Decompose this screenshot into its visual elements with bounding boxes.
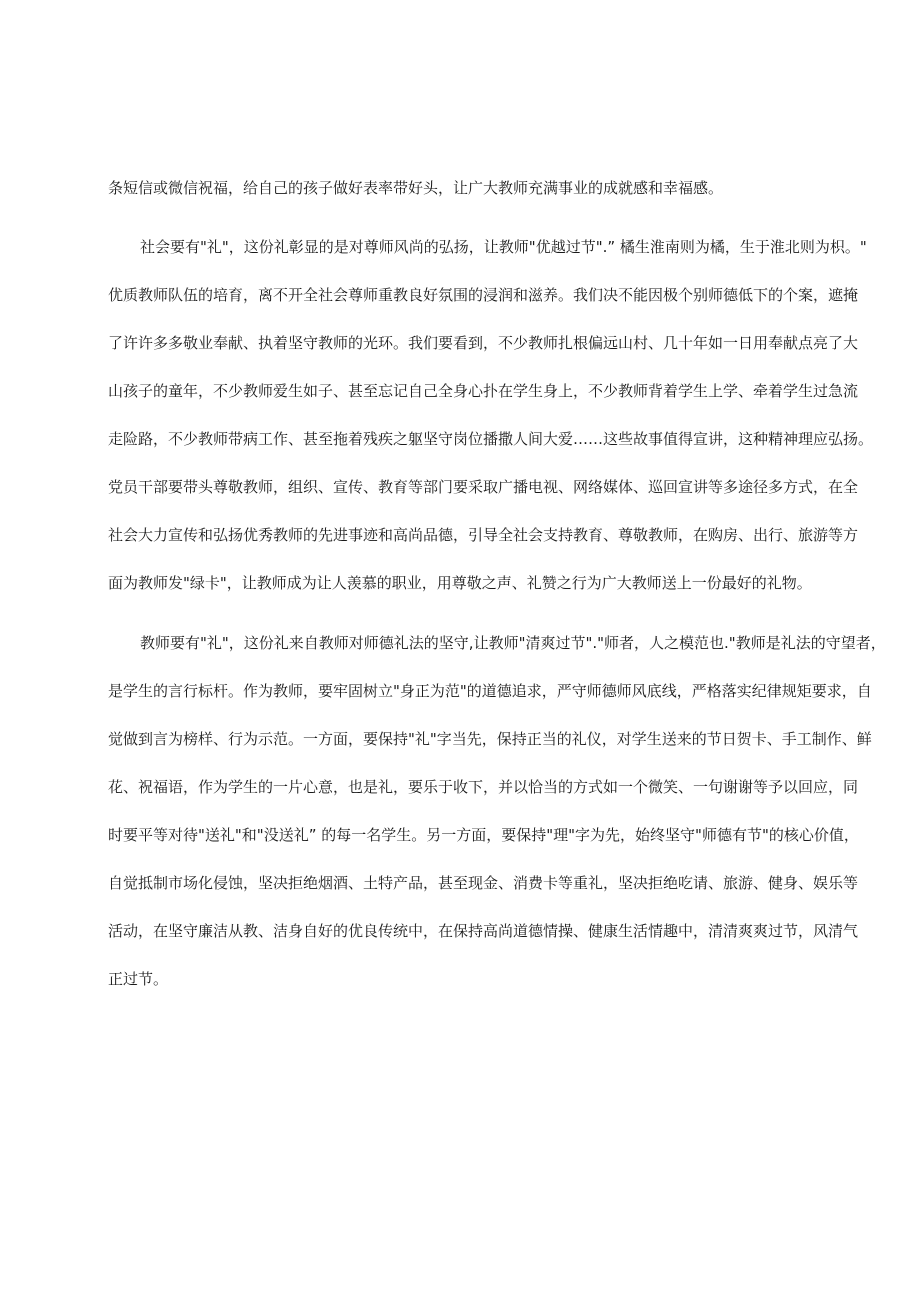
paragraph-3-line-6: 自觉抵制市场化侵蚀，坚决拒绝烟酒、土特产品，甚至现金、消费卡等重礼，坚决拒绝吃请、旅游、健身、娱乐等 bbox=[108, 874, 859, 892]
paragraph-1-line-1: 条短信或微信祝福，给自己的孩子做好表率带好头，让广大教师充满事业的成就感和幸福感。 bbox=[108, 179, 724, 197]
paragraph-3-line-2: 是学生的言行标杆。作为教师，要牢固树立"身正为范"的道德追求，严守师德师风底线，严格落实纪律规矩要求，自 bbox=[108, 682, 872, 700]
paragraph-3-line-5: 时要平等对待"送礼"和"没送礼” 的每一名学生。另一方面，要保持"理"字为先，始终坚守"师德有节"的核心价值， bbox=[108, 826, 859, 844]
paragraph-2-line-4: 山孩子的童年，不少教师爱生如子、甚至忘记自己全身心扑在学生身上，不少教师背着学生上学、牵着学生过急流 bbox=[108, 382, 859, 400]
paragraph-3-line-1: 教师要有"礼"，这份礼来自教师对师德礼法的坚守,让教师"清爽过节"."师者，人之模范也."教师是礼法的守望者， bbox=[140, 634, 886, 652]
paragraph-2-line-8: 面为教师发"绿卡"，让教师成为让人羡慕的职业，用尊敬之声、礼赞之行为广大教师送上一份最好的礼物。 bbox=[108, 574, 812, 592]
paragraph-2-line-2: 优质教师队伍的培育，离不开全社会尊师重教良好氛围的浸润和滋养。我们决不能因极个别师德低下的个案，遮掩 bbox=[108, 286, 859, 304]
paragraph-2-line-1: 社会要有"礼"，这份礼彰显的是对尊师风尚的弘扬，让教师"优越过节".” 橘生淮南则为橘，生于淮北则为枳。" bbox=[140, 238, 867, 256]
paragraph-3-line-3: 觉做到言为榜样、行为示范。一方面，要保持"礼"字当先，保持正当的礼仪，对学生送来的节日贺卡、手工制作、鲜 bbox=[108, 730, 872, 748]
paragraph-2-line-3: 了许许多多敬业奉献、执着坚守教师的光环。我们要看到，不少教师扎根偏远山村、几十年如一日用奉献点亮了大 bbox=[108, 334, 859, 352]
paragraph-3-line-4: 花、祝福语，作为学生的一片心意，也是礼，要乐于收下，并以恰当的方式如一个微笑、一句谢谢等予以回应，同 bbox=[108, 778, 859, 796]
paragraph-2-line-7: 社会大力宣传和弘扬优秀教师的先进事迹和高尚品德，引导全社会支持教育、尊敬教师，在购房、出行、旅游等方 bbox=[108, 526, 859, 544]
paragraph-3-line-7: 活动，在坚守廉洁从教、洁身自好的优良传统中，在保持高尚道德情操、健康生活情趣中，清清爽爽过节，风清气 bbox=[108, 922, 859, 940]
paragraph-2-line-6: 党员干部要带头尊敬教师，组织、宣传、教育等部门要采取广播电视、网络媒体、巡回宣讲等多途径多方式，在全 bbox=[108, 478, 859, 496]
paragraph-3-line-8: 正过节。 bbox=[108, 970, 169, 988]
paragraph-2-line-5: 走险路，不少教师带病工作、甚至拖着残疾之躯坚守岗位播撒人间大爱……这些故事值得宣讲，这种精神理应弘扬。 bbox=[108, 430, 874, 448]
